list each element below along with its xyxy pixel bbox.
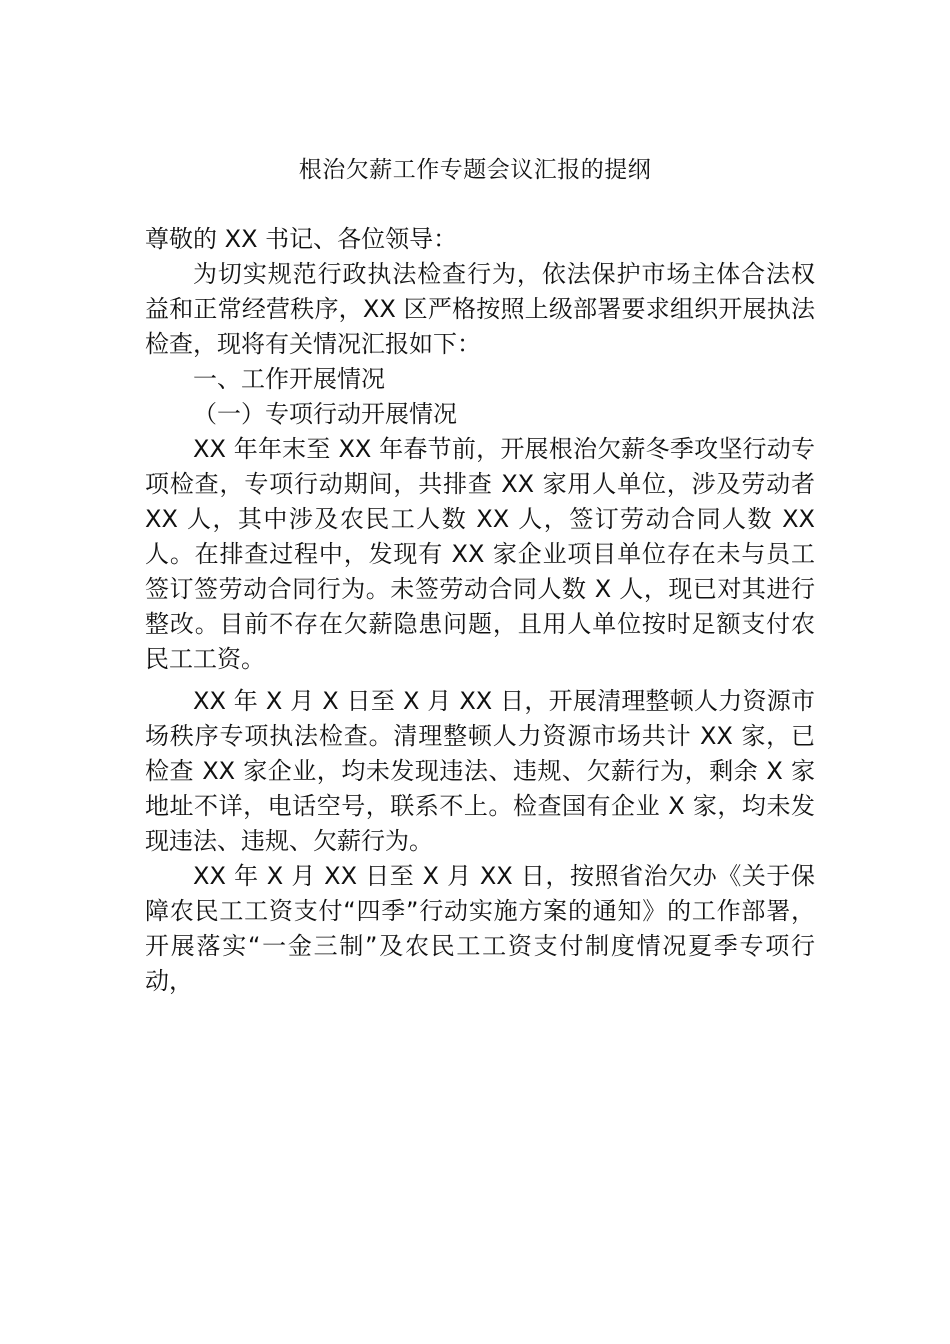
salutation: 尊敬的 XX 书记、各位领导：: [145, 225, 458, 253]
section-heading: 一、工作开展情况: [193, 365, 385, 393]
intro-paragraph: 为切实规范行政执法检查行为，依法保护市场主体合法权益和正常经营秩序，XX 区严格按照上级部署要求组织开展执法检查，现将有关情况汇报如下：: [145, 260, 815, 358]
summer-action-paragraph: XX 年 X 月 XX 日至 X 月 XX 日，按照省治欠办《关于保障农民工工资支付“四季”行动实施方案的通知》的工作部署，开展落实“一金三制”及农民工工资支付制度情况夏季专项行动，: [145, 862, 815, 995]
subsection-heading: （一）专项行动开展情况: [193, 400, 457, 428]
winter-action-paragraph: XX 年年末至 XX 年春节前，开展根治欠薪冬季攻坚行动专项检查，专项行动期间，共排查 XX 家用人单位，涉及劳动者 XX 人，其中涉及农民工人数 XX 人，签订劳动合同人数 XX 人。在排查过程中，发现有 XX 家企业项目单位存在未与员工签订签劳动合同行为。未签劳动合同人数 X 人，现已对其进行整改。目前不存在欠薪隐患问题，且用人单位按时足额支付农民工工资。: [145, 435, 815, 673]
document-body: [145, 222, 815, 999]
document-title: 根治欠薪工作专题会议汇报的提纲: [298, 157, 652, 183]
market-inspection-paragraph: XX 年 X 月 X 日至 X 月 XX 日，开展清理整顿人力资源市场秩序专项执法检查。清理整顿人力资源市场共计 XX 家，已检查 XX 家企业，均未发现违法、违规、欠薪行为，剩余 X 家地址不详，电话空号，联系不上。检查国有企业 X 家，均未发现违法、违规、欠薪行为。: [145, 687, 815, 855]
